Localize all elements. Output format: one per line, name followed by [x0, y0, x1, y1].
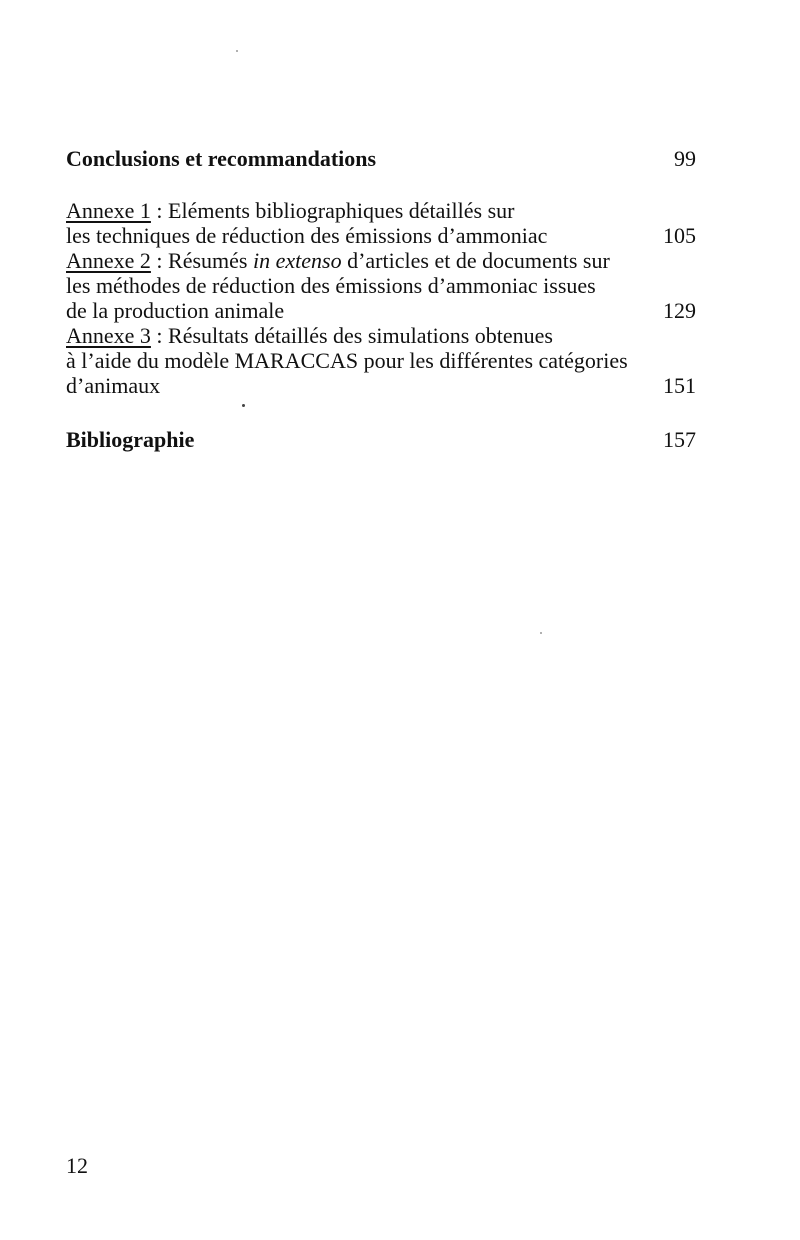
annex-title-text: Résultats détaillés des simulations obtenues [168, 323, 553, 348]
scan-speck [540, 632, 542, 634]
toc-entry-annexe-2 [66, 248, 696, 323]
toc-entry-annexe-3 [66, 323, 696, 398]
toc-entry-conclusions [66, 146, 696, 171]
annex-title-text: les techniques de réduction des émissions d’ammoniac [66, 223, 548, 248]
annex-title-text: d’animaux [66, 373, 161, 398]
toc-line [66, 273, 696, 298]
toc-line [66, 248, 696, 273]
toc-page-annexe-2: 129 [663, 298, 696, 323]
annex-title-text: de la production animale [66, 298, 285, 323]
toc-page-bibliography: 157 [663, 427, 696, 452]
toc-line [66, 223, 696, 248]
annex-separator: : [150, 323, 169, 348]
annex-separator: : [150, 198, 169, 223]
toc-page-conclusions: 99 [674, 146, 696, 171]
annex-title-text: à l’aide du modèle MARACCAS pour les différentes catégories [66, 348, 628, 373]
annex-title-text: Résumés [168, 248, 253, 273]
annex-label: Annexe 1 [66, 198, 151, 223]
toc-line [66, 198, 696, 223]
annex-label: Annexe 3 [66, 323, 151, 348]
annex-separator: : [150, 248, 169, 273]
toc-line [66, 373, 696, 398]
toc-entry-annexe-1 [66, 198, 696, 248]
annex-label: Annexe 2 [66, 248, 151, 273]
toc-title-conclusions: Conclusions et recommandations [66, 146, 377, 171]
toc-line [66, 298, 696, 323]
annex-title-text: d’articles et de documents sur [341, 248, 610, 273]
annex-title-text: Eléments bibliographiques détaillés sur [168, 198, 515, 223]
scan-speck [236, 50, 238, 52]
page-number: 12 [66, 1153, 88, 1178]
toc-page-annexe-3: 151 [663, 373, 696, 398]
scan-speck [242, 404, 245, 407]
toc-line [66, 348, 696, 373]
annex-title-italic: in extenso [253, 248, 342, 273]
toc-page-annexe-1: 105 [663, 223, 696, 248]
toc-line [66, 323, 696, 348]
toc-title-bibliography: Bibliographie [66, 427, 195, 452]
toc-entry-bibliography [66, 427, 696, 452]
toc-annexes [66, 198, 696, 398]
annex-title-text: les méthodes de réduction des émissions d’ammoniac issues [66, 273, 596, 298]
